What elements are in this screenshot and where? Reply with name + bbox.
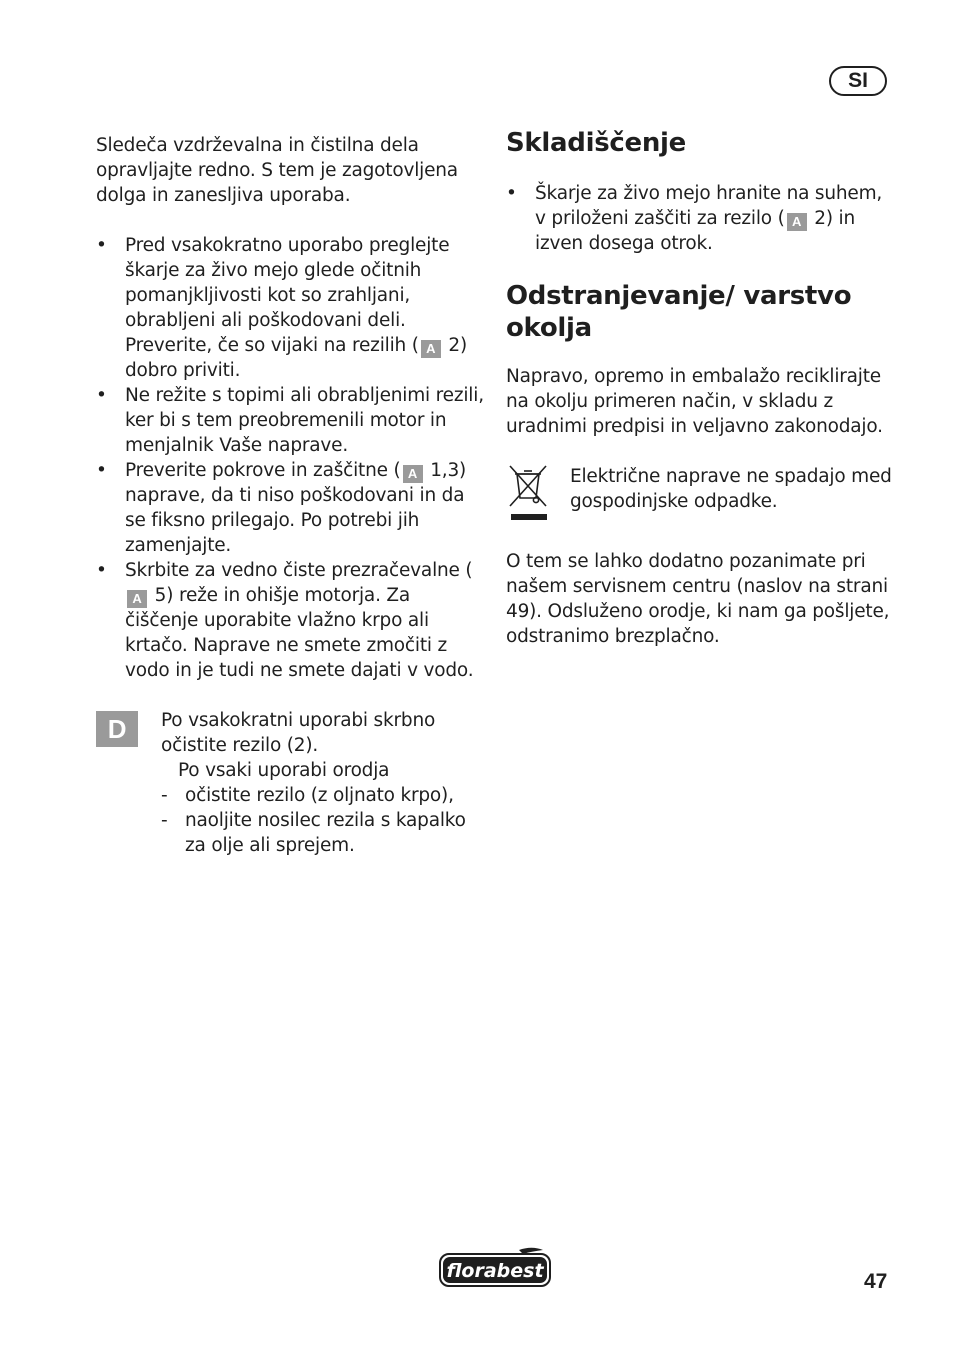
bullet-icon: • [96, 460, 107, 481]
service-paragraph: O tem se lahko dodatno pozanimate pri našem servisnem centru (naslov na strani 49). Odsluženo orodje, ki nam ga pošljete, odstranimo brezplačno. [506, 551, 890, 647]
list-item: • Pred vsakokratno uporabo preglejte škarje za živo mejo glede očitnih pomanjkljivosti kot so zrahljani, obrabljeni ali poškodovani deli. Preverite, če so vijaki na rezilih ( A 2) dobro priviti. [96, 235, 468, 381]
florabest-logo [439, 1246, 551, 1288]
crossed-out-wheelie-bin-icon [506, 462, 550, 522]
figure-d-icon: D [96, 711, 138, 747]
disposal-paragraph: Napravo, opremo in embalažo reciklirajte na okolju primeren način, v skladu z uradnimi predpisi in veljavno zakonodajo. [506, 366, 883, 437]
figure-a-ref-icon: A [127, 590, 147, 608]
storage-list [506, 181, 896, 256]
list-item: • Preverite pokrove in zaščitne ( A 1,3) naprave, da ti niso poškodovani in da se fiksno prilegajo. Po potrebi jih zamenjajte. [96, 460, 467, 556]
notice-text: Po vsakokratni uporabi skrbno očistite rezilo (2). [161, 710, 436, 756]
disposal-heading: Odstranjevanje/ varstvo okolja [506, 281, 852, 343]
notice-subhead: Po vsaki uporabi orodja [178, 760, 390, 781]
left-column [96, 133, 486, 858]
bullet-icon: • [96, 235, 107, 256]
right-column [506, 128, 896, 649]
bullet-icon: • [96, 560, 107, 581]
maintenance-list [96, 233, 486, 683]
weee-text: Električne naprave ne spadajo med gospodinjske odpadke. [570, 466, 892, 512]
list-item: • Škarje za živo mejo hranite na suhem, v priloženi zaščiti za rezilo ( A 2) in izven dosega otrok. [506, 183, 883, 254]
weee-notice [506, 464, 896, 524]
figure-d-notice [96, 708, 486, 858]
intro-paragraph: Sledeča vzdrževalna in čistilna dela opravljajte redno. S tem je zagotovljena dolga in zanesljiva uporaba. [96, 135, 458, 206]
language-badge: SI [829, 66, 887, 96]
list-item: • Ne režite s topimi ali obrabljenimi rezili, ker bi s tem preobremenili motor in menjalnik Vaše naprave. [96, 385, 484, 456]
list-item: • Skrbite za vedno čiste prezračevalne (A 5) reže in ohišje motorja. Za čiščenje uporabite vlažno krpo ali krtačo. Naprave ne smete zmočiti z vodo in je tudi ne smete dajati v vodo. [96, 560, 474, 681]
figure-a-ref-icon: A [787, 213, 807, 231]
figure-a-ref-icon: A [403, 465, 423, 483]
cleaning-steps-list [161, 783, 486, 858]
dash-icon: - [161, 810, 168, 831]
list-item: - naoljite nosilec rezila s kapalko za olje ali sprejem. [161, 810, 466, 856]
dash-icon: - [161, 785, 168, 806]
list-item: - očistite rezilo (z oljnato krpo), [161, 785, 454, 806]
figure-a-ref-icon: A [421, 340, 441, 358]
storage-heading: Skladiščenje [506, 128, 686, 158]
brand-wordmark: florabest [446, 1260, 544, 1282]
page-number: 47 [864, 1270, 888, 1293]
bullet-icon: • [506, 183, 517, 204]
bullet-icon: • [96, 385, 107, 406]
